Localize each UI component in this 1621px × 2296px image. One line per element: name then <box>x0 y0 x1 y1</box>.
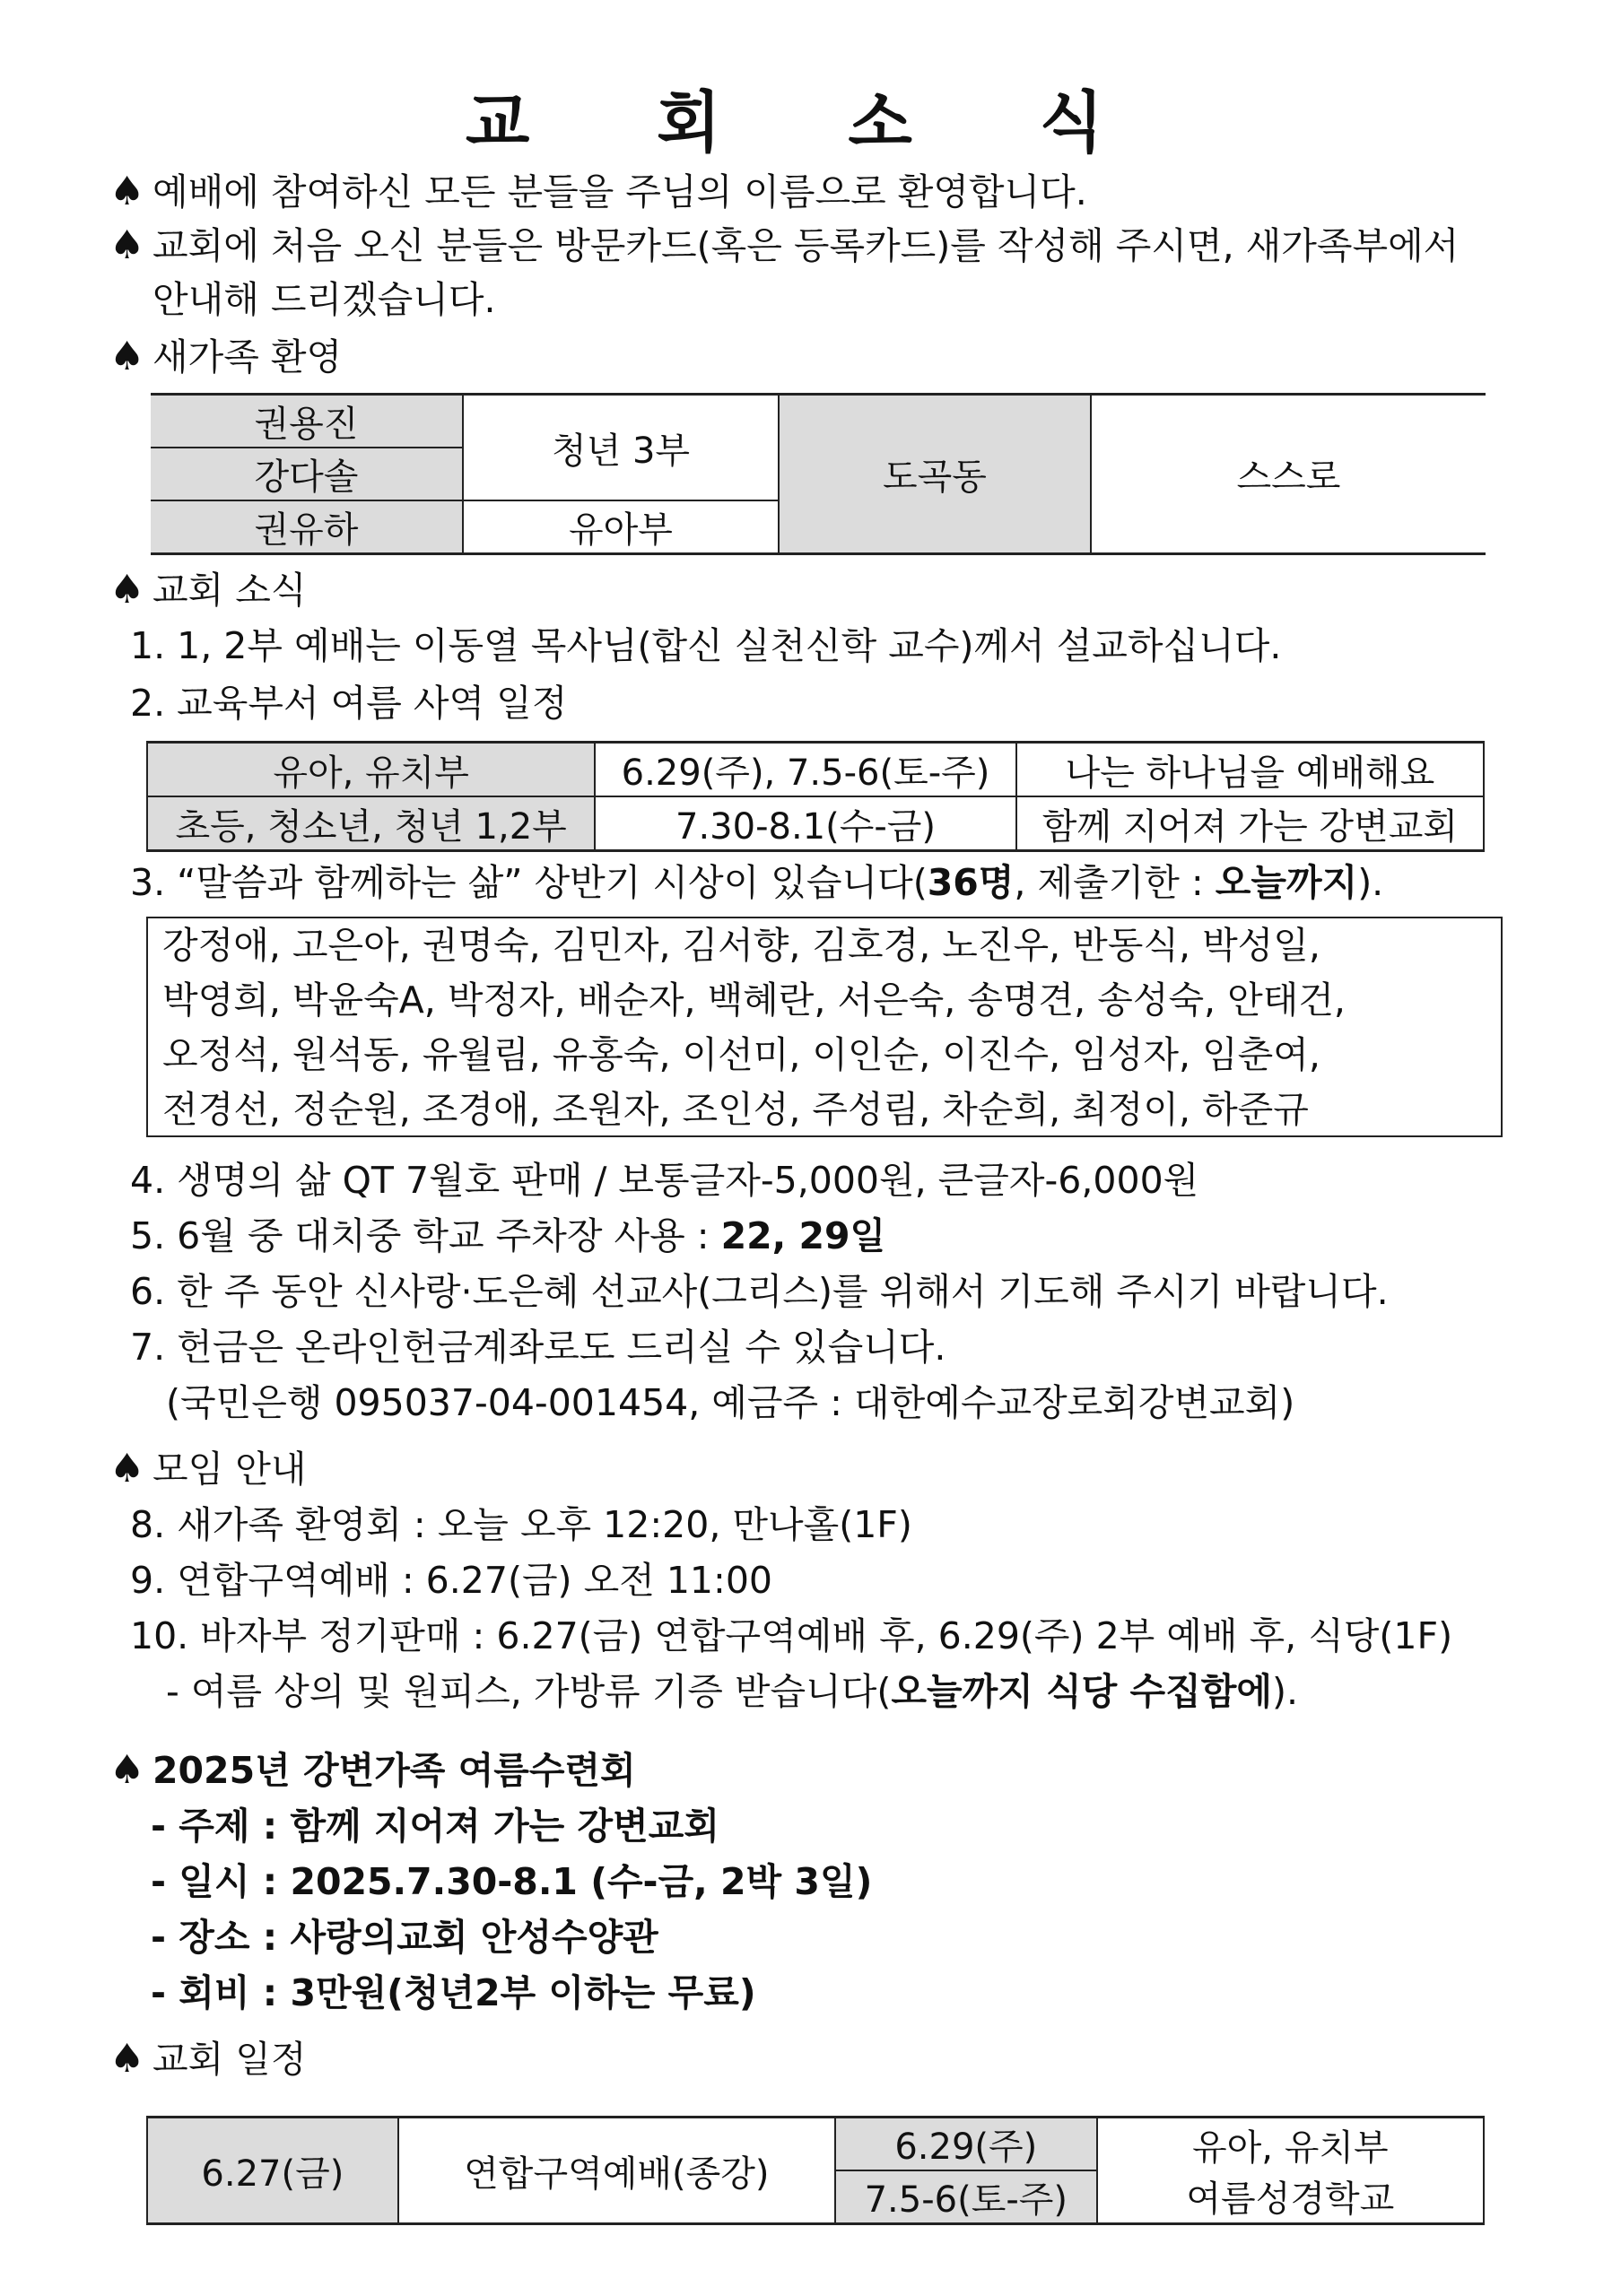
table-row <box>147 743 1484 797</box>
meeting-item-10: 10. 바자부 정기판매 : 6.27(금) 연합구역예배 후, 6.29(주) 2부 예배 후, 식당(1F) <box>130 1614 1453 1657</box>
offering-account: (국민은행 095037-04-001454, 예금주 : 대한예수교장로회강변교회) <box>166 1381 1295 1424</box>
visit-text-line1: 교회에 처음 오신 분들은 방문카드(혹은 등록카드)를 작성해 주시면, 새가족부에서 <box>153 224 1460 267</box>
bazaar-donation-note: - 여름 상의 및 원피스, 가방류 기증 받습니다(오늘까지 식당 수집함에). <box>166 1670 1298 1713</box>
summer-group: 초등, 청소년, 청년 1,2부 <box>147 796 595 851</box>
summer-theme: 나는 하나님을 예배해요 <box>1016 743 1484 797</box>
spade-icon: ♠ <box>109 1446 145 1492</box>
spade-icon: ♠ <box>109 169 145 214</box>
schedule-date: 6.29(주) <box>835 2118 1097 2171</box>
new-family-heading: 새가족 환영 <box>153 335 343 378</box>
new-family-name: 권유하 <box>151 500 463 554</box>
award-names-line: 전경선, 정순원, 조경애, 조원자, 조인성, 주성림, 차순희, 최정이, 하준규 <box>162 1088 1309 1131</box>
welcome-text: 예배에 참여하신 모든 분들을 주님의 이름으로 환영합니다. <box>153 170 1087 213</box>
retreat-theme: - 주제 : 함께 지어져 가는 강변교회 <box>151 1805 719 1848</box>
spade-icon: ♠ <box>109 567 145 613</box>
new-family-dept: 청년 3부 <box>463 395 779 501</box>
meetings-heading: 모임 안내 <box>153 1448 307 1491</box>
news-item-4: 4. 생명의 삶 QT 7월호 판매 / 보통글자-5,000원, 큰글자-6,000원 <box>130 1159 1199 1202</box>
table-row <box>147 796 1484 851</box>
new-family-name: 권용진 <box>151 395 463 448</box>
schedule-heading: 교회 일정 <box>153 2038 307 2081</box>
retreat-date: - 일시 : 2025.7.30-8.1 (수-금, 2박 3일) <box>151 1860 873 1903</box>
parking-dates: 22, 29일 <box>720 1214 886 1257</box>
news-heading: 교회 소식 <box>153 569 307 612</box>
meeting-item-9: 9. 연합구역예배 : 6.27(금) 오전 11:00 <box>130 1559 772 1602</box>
visit-text-line2: 안내해 드리겠습니다. <box>153 278 496 321</box>
news-item-2: 2. 교육부서 여름 사역 일정 <box>130 682 568 725</box>
retreat-place: - 장소 : 사랑의교회 안성수양관 <box>151 1916 658 1959</box>
new-family-area: 도곡동 <box>779 395 1091 554</box>
church-schedule-table <box>146 2116 1485 2225</box>
award-names-line: 강정애, 고은아, 권명숙, 김민자, 김서향, 김호경, 노진우, 반동식, 박성일, <box>162 924 1320 967</box>
award-names-box <box>146 917 1503 1137</box>
schedule-date: 6.27(금) <box>147 2118 398 2224</box>
news-item-7: 7. 헌금은 온라인헌금계좌로도 드리실 수 있습니다. <box>130 1326 946 1369</box>
retreat-fee: - 회비 : 3만원(청년2부 이하는 무료) <box>151 1971 756 2014</box>
page-title: 교 회 소 식 <box>465 84 1156 161</box>
new-family-name: 강다솔 <box>151 448 463 500</box>
summer-date: 6.29(주), 7.5-6(토-주) <box>595 743 1016 797</box>
news-item-6: 6. 한 주 동안 신사랑·도은혜 선교사(그리스)를 위해서 기도해 주시기 바랍니다. <box>130 1270 1389 1313</box>
news-item-3: 3. “말씀과 함께하는 삶” 상반기 시상이 있습니다(36명, 제출기한 : 오늘까지). <box>130 861 1384 904</box>
summer-date: 7.30-8.1(수-금) <box>595 796 1016 851</box>
schedule-date: 7.5-6(토-주) <box>835 2170 1097 2224</box>
summer-theme: 함께 지어져 가는 강변교회 <box>1016 796 1484 851</box>
schedule-event: 연합구역예배(종강) <box>398 2118 835 2224</box>
award-names-line: 오정석, 원석동, 유월림, 유홍숙, 이선미, 이인순, 이진수, 임성자, 임춘여, <box>162 1033 1320 1076</box>
news-item-1: 1. 1, 2부 예배는 이동열 목사님(합신 실천신학 교수)께서 설교하십니다. <box>130 624 1282 667</box>
summer-ministry-table <box>146 741 1485 852</box>
spade-icon: ♠ <box>109 222 145 268</box>
summer-group: 유아, 유치부 <box>147 743 595 797</box>
spade-icon: ♠ <box>109 1747 145 1793</box>
award-count: 36명 <box>927 861 1015 904</box>
retreat-heading: 2025년 강변가족 여름수련회 <box>153 1749 636 1792</box>
spade-icon: ♠ <box>109 2036 145 2082</box>
schedule-event: 유아, 유치부 여름성경학교 <box>1097 2118 1484 2224</box>
news-item-5: 5. 6월 중 대치중 학교 주차장 사용 : 22, 29일 <box>130 1214 886 1257</box>
new-family-dept: 유아부 <box>463 500 779 554</box>
award-deadline: 오늘까지 <box>1215 861 1358 904</box>
spade-icon: ♠ <box>109 334 145 379</box>
meeting-item-8: 8. 새가족 환영회 : 오늘 오후 12:20, 만나홀(1F) <box>130 1503 912 1546</box>
award-names-line: 박영희, 박윤숙A, 박정자, 배순자, 백혜란, 서은숙, 송명견, 송성숙, 안태건, <box>162 978 1346 1022</box>
new-family-table <box>151 393 1486 555</box>
new-family-route: 스스로 <box>1091 395 1486 554</box>
